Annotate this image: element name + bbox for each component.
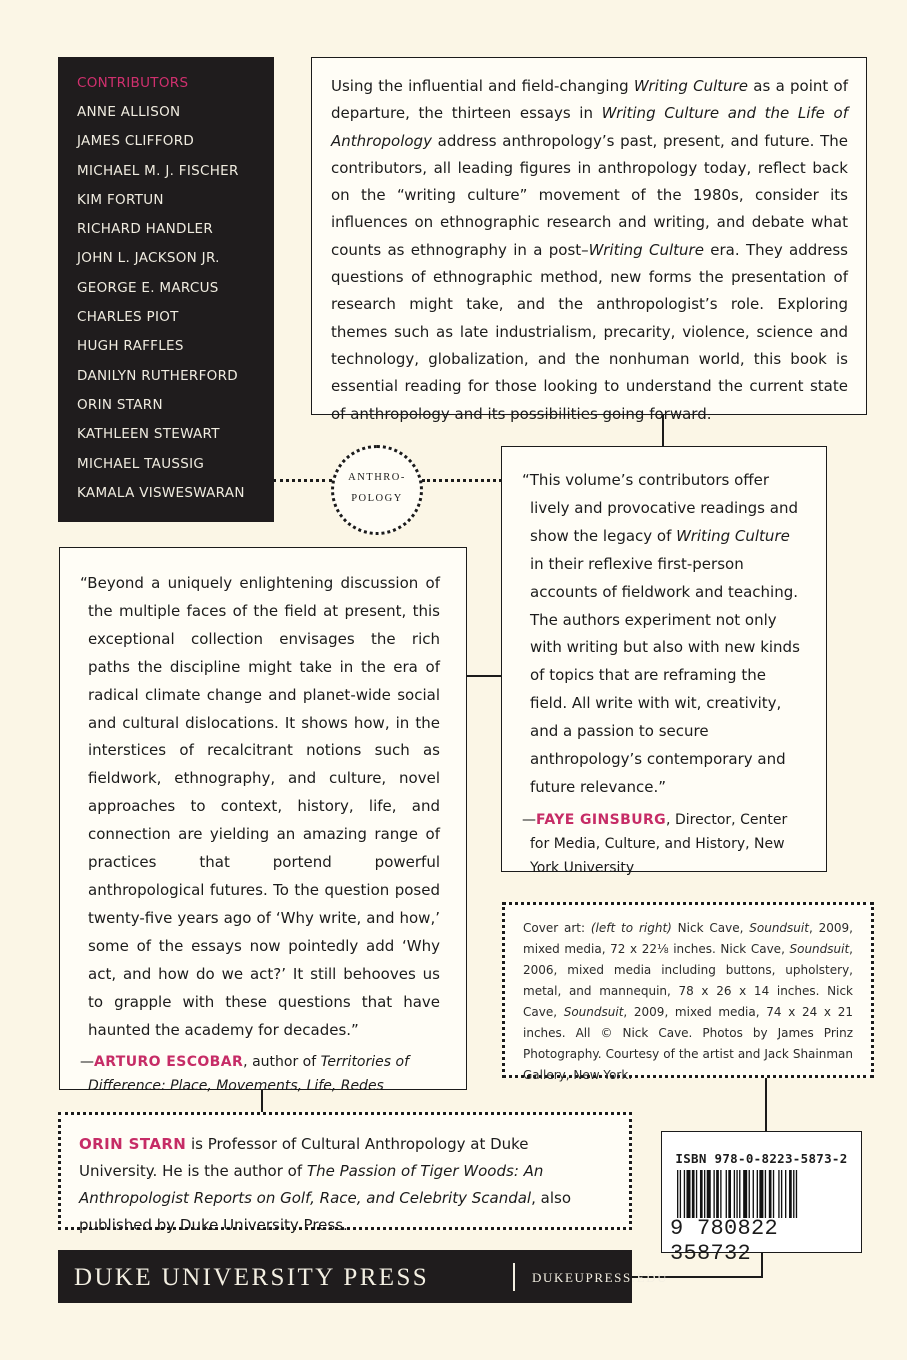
barcode-bar — [692, 1170, 695, 1218]
barcode-digits: 9 780822 358732 — [670, 1216, 779, 1266]
dotted-connector — [273, 479, 332, 482]
barcode-bar — [686, 1170, 690, 1218]
contributors-heading: CONTRIBUTORS — [77, 75, 189, 91]
isbn-label: ISBN 978-0-8223-5873-2 — [675, 1151, 848, 1166]
author-name: ORIN STARN — [79, 1135, 187, 1153]
barcode-bar — [765, 1170, 766, 1218]
barcode-icon — [677, 1170, 848, 1218]
barcode-bar — [716, 1170, 719, 1218]
ginsburg-quote — [501, 446, 827, 876]
connector-line — [466, 675, 502, 677]
publisher-name: DUKE UNIVERSITY PRESS — [74, 1264, 430, 1291]
barcode-bar — [743, 1170, 747, 1218]
contributor-name: MICHAEL M. J. FISCHER — [77, 162, 239, 179]
barcode-bar — [696, 1170, 697, 1218]
barcode-bar — [781, 1170, 782, 1218]
contributor-name: CHARLES PIOT — [77, 309, 179, 326]
escobar-quote — [59, 547, 467, 1095]
contributor-name: DANILYN RUTHERFORD — [77, 367, 238, 384]
barcode-bar — [757, 1170, 758, 1218]
contributor-name: JOHN L. JACKSON JR. — [77, 250, 220, 267]
barcode-bar — [713, 1170, 714, 1218]
barcode-bar — [753, 1170, 754, 1218]
barcode-bar — [793, 1170, 794, 1218]
quote-text: “This volume’s contributors offer lively and provocative readings and show the legacy of Writing Culture in their reflexive first-person accounts of fieldwork and teaching. The authors experiment not only with writing but also with new kinds of topics that are reframing the field. All write with wit, creativity, and a passion to secure anthropology’s contemporary and future relevance.” — [522, 471, 800, 796]
barcode-bar — [773, 1170, 774, 1218]
barcode-bar — [734, 1170, 735, 1218]
barcode-bar — [707, 1170, 711, 1218]
barcode-bar — [726, 1170, 727, 1218]
contributor-name: ANNE ALLISON — [77, 104, 181, 120]
cover-art-credit: Cover art: (left to right) Nick Cave, Soundsuit, 2009, mixed media, 72 x 22⅛ inches. Nick Cave, Soundsuit, 2006, mixed media including buttons, upholstery, metal, and mannequin, 78 x 26 x 14 inches. Nick Cave, Soundsuit, 2009, mixed media, 74 x 24 x 21 inches. All © Nick Cave. Photos by James Prinz Photography. Courtesy of the artist and Jack Shainman Gallery, New York. — [502, 902, 874, 1078]
contributor-name: KATHLEEN STEWART — [77, 426, 220, 443]
barcode-bar — [680, 1170, 681, 1218]
endorser-name: FAYE GINSBURG — [536, 811, 667, 828]
dotted-connector — [422, 479, 502, 482]
seal-line-2: POLOGY — [351, 493, 403, 504]
contributors-panel — [58, 57, 274, 522]
connector-line — [765, 1077, 767, 1132]
contributor-name: RICHARD HANDLER — [77, 221, 214, 238]
endorser-name: ARTURO ESCOBAR — [94, 1054, 244, 1071]
barcode-bar — [704, 1170, 705, 1218]
barcode-bar — [759, 1170, 763, 1218]
contributor-name: GEORGE E. MARCUS — [77, 279, 219, 296]
contributor-name: ORIN STARN — [77, 396, 163, 413]
barcode-bar — [720, 1170, 721, 1218]
barcode-bar — [789, 1170, 792, 1218]
barcode-bar — [796, 1170, 797, 1218]
barcode-bar — [736, 1170, 737, 1218]
author-bio: ORIN STARN is Professor of Cultural Anthropology at Duke University. He is the author of The Passion of Tiger Woods: An Anthropologist Reports on Golf, Race, and Celebrity Scandal, also published by Duke University Press. — [58, 1112, 632, 1230]
contributor-name: MICHAEL TAUSSIG — [77, 455, 205, 472]
isbn-barcode-box — [661, 1131, 862, 1266]
barcode-bar — [769, 1170, 772, 1218]
contributor-name: KAMALA VISWESWARAN — [77, 484, 245, 501]
barcode-bar — [749, 1170, 750, 1218]
barcode-bar — [778, 1170, 779, 1218]
footer-divider — [513, 1263, 515, 1291]
publisher-website: DUKEUPRESS.EDU — [532, 1270, 669, 1285]
quote-attribution: —FAYE GINSBURG, Director, Center for Media, Culture, and History, New York University — [522, 811, 788, 876]
barcode-bar — [684, 1170, 685, 1218]
barcode-bar — [677, 1170, 678, 1218]
contributor-name: JAMES CLIFFORD — [77, 133, 195, 150]
book-description — [311, 57, 867, 423]
description-text: Using the influential and field-changing Writing Culture as a point of departure, the thirteen essays in Writing Culture and the Life of Anthropology address anthropology’s past, present, and future. The contributors, all leading figures in anthropology today, reflect back on the “writing culture” movement of the 1980s, consider its influences on ethnographic research and writing, and debate what counts as ethnography in a post–Writing Culture era. They address questions of ethnographic method, new forms the presentation of research might take, and the anthropologist’s role. Exploring themes such as late industrialism, precarity, violence, science and technology, globalization, and the nonhuman world, this book is essential reading for those looking to understand the current state of anthropology and its possibilities going forward. — [331, 77, 849, 423]
quote-attribution: —ARTURO ESCOBAR, author of Territories of Difference: Place, Movements, Life, Redes — [80, 1054, 409, 1095]
publisher-footer — [58, 1250, 669, 1303]
barcode-bar — [785, 1170, 786, 1218]
anthropology-seal — [331, 445, 423, 535]
contributor-name: KIM FORTUN — [77, 191, 164, 208]
quote-text: “Beyond a uniquely enlightening discussion of the multiple faces of the field at present, this exceptional collection envisages the rich paths the discipline might take in the era of radical climate change and planet-wide social and cultural dislocations. It shows how, in the interstices of recalcitrant notions such as fieldwork, ethnography, and culture, novel approaches to context, history, life, and connection are yielding an amazing range of practices that portend powerful anthropological futures. To the question posed twenty-five years ago of ‘Why write, and how,’ some of the essays now pointedly add ‘Why act, and how do we act?’ It still behooves us to grapple with these questions that have haunted the academy for decades.” — [80, 574, 440, 1039]
barcode-bar — [728, 1170, 731, 1218]
barcode-bar — [700, 1170, 703, 1218]
seal-line-1: ANTHRO- — [348, 472, 406, 483]
contributor-name: HUGH RAFFLES — [77, 338, 184, 355]
barcode-bar — [739, 1170, 740, 1218]
